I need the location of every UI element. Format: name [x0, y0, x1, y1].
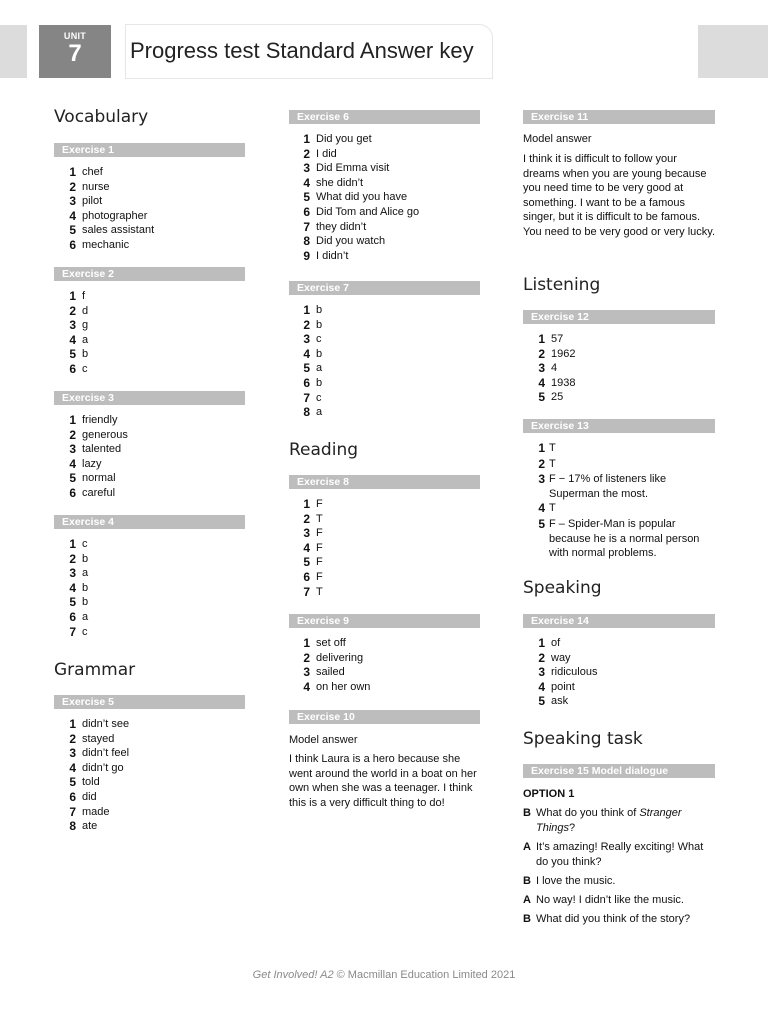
dialogue-line [523, 806, 713, 835]
answer-text: chef [82, 166, 103, 178]
answer-text: point [551, 680, 575, 693]
answer-item [62, 746, 130, 761]
answer-number: 1 [303, 497, 310, 511]
answer-item [296, 303, 323, 318]
answer-text: delivering [316, 651, 364, 664]
answer-number: 3 [538, 472, 545, 487]
answer-text: lazy [82, 457, 102, 470]
answer-number: 5 [69, 775, 76, 790]
answer-number: 3 [303, 665, 310, 680]
answer-number: 4 [69, 332, 76, 347]
answer-text: photographer [82, 209, 148, 222]
answer-text: a [82, 610, 89, 623]
answer-item [62, 303, 89, 319]
answer-item [296, 234, 386, 249]
answer-number: 5 [538, 390, 545, 405]
exercise-7-list [296, 303, 323, 420]
answer-number: 5 [69, 347, 76, 362]
answer-item [531, 441, 709, 457]
answer-text: b [82, 596, 89, 609]
answer-text: F – Spider-Man is popular because he is a normal person with normal problems. [549, 517, 700, 560]
answer-text: Did you watch [316, 235, 386, 248]
answer-number: 4 [303, 679, 310, 694]
answer-text: F [316, 570, 323, 583]
answer-text: did [82, 790, 97, 803]
unit-label: UNIT [63, 31, 87, 41]
answer-number: 7 [303, 219, 310, 234]
answer-number: 1 [69, 165, 76, 179]
answer-text: a [316, 406, 323, 419]
answer-item [296, 332, 322, 347]
speaker-label: A [523, 841, 531, 853]
answer-item [296, 219, 367, 235]
answer-item [296, 161, 390, 176]
answer-number: 5 [69, 595, 76, 610]
answer-number: 3 [69, 194, 76, 209]
answer-item [531, 650, 571, 666]
answer-text: stayed [82, 732, 115, 745]
answer-item [62, 413, 118, 428]
answer-item [531, 517, 709, 561]
answer-item [62, 789, 97, 805]
answer-number: 3 [69, 442, 76, 457]
exercise-13-list [531, 441, 709, 561]
section-listening: Listening [523, 275, 601, 295]
answer-number: 2 [69, 179, 76, 194]
answer-number: 6 [69, 237, 76, 252]
answer-number: 8 [303, 405, 310, 420]
answer-number: 6 [69, 485, 76, 500]
answer-text: 1962 [551, 347, 576, 360]
answer-text: friendly [82, 414, 118, 426]
section-grammar: Grammar [54, 660, 136, 680]
answer-item [296, 390, 322, 406]
answer-text: b [82, 552, 89, 565]
answer-item [531, 346, 576, 362]
answer-item [296, 665, 345, 680]
speaker-label: B [523, 913, 531, 925]
answer-number: 2 [303, 146, 310, 161]
answer-text: c [82, 362, 88, 375]
answer-item [62, 595, 89, 610]
answer-item [531, 501, 709, 517]
answer-item [62, 361, 88, 377]
answer-text: she didn’t [316, 176, 364, 189]
dialogue-text: It’s amazing! Really exciting! What do you think? [536, 841, 704, 868]
answer-text: F − 17% of listeners like Superman the most. [549, 473, 667, 500]
answer-item [62, 194, 103, 209]
answer-item [62, 760, 124, 776]
exercise-10-header: Exercise 10 [289, 710, 480, 724]
answer-number: 5 [303, 361, 310, 376]
answer-text: F [316, 556, 323, 569]
exercise-11-answer: I think it is difficult to follow your dreams when you are young because you need time to be very good at something. I want to be a famous singer, but it is difficult to be famous. You need to be very good or very lucky. [523, 153, 716, 238]
answer-number: 2 [303, 511, 310, 526]
exercise-14-list [531, 636, 598, 709]
exercise-1-header: Exercise 1 [54, 143, 245, 157]
exercise-11-header: Exercise 11 [523, 110, 715, 124]
answer-text: c [316, 333, 322, 346]
answer-item [62, 537, 88, 552]
answer-text: T [549, 457, 556, 470]
answer-number: 4 [69, 760, 76, 775]
answer-text: a [316, 362, 323, 375]
answer-number: 1 [69, 537, 76, 551]
answer-item [531, 679, 575, 695]
answer-item [62, 819, 98, 834]
answer-number: 4 [303, 175, 310, 190]
answer-text: b [82, 581, 89, 594]
answer-number: 3 [303, 526, 310, 541]
dialogue-text: What did you think of the story? [536, 913, 691, 925]
answer-text: sales assistant [82, 224, 155, 237]
answer-text: Did Emma visit [316, 162, 390, 175]
answer-text: T [316, 585, 323, 598]
answer-text: normal [82, 472, 116, 485]
answer-text: F [316, 541, 323, 554]
answer-item [62, 804, 110, 820]
answer-item [531, 665, 598, 680]
answer-text: F [316, 498, 323, 510]
answer-item [62, 318, 89, 333]
answer-text: way [551, 651, 571, 664]
answer-item [296, 569, 323, 585]
answer-number: 4 [538, 375, 545, 390]
answer-number: 5 [69, 471, 76, 486]
dialogue-line [523, 893, 713, 908]
answer-item [62, 717, 130, 732]
answer-item [62, 609, 89, 625]
exercise-5-header: Exercise 5 [54, 695, 245, 709]
exercise-8-header: Exercise 8 [289, 475, 480, 489]
answer-number: 1 [538, 332, 545, 346]
answer-item [296, 650, 364, 666]
answer-number: 2 [303, 650, 310, 665]
answer-text: 4 [551, 362, 558, 375]
answer-item [531, 694, 569, 709]
answer-number: 1 [303, 303, 310, 317]
answer-text: What did you have [316, 191, 408, 204]
exercise-5-list [62, 717, 130, 834]
answer-item [62, 347, 89, 362]
title-box [125, 24, 493, 79]
exercise-4-header: Exercise 4 [54, 515, 245, 529]
answer-text: b [82, 348, 89, 361]
answer-item [296, 511, 323, 527]
exercise-9-list [296, 636, 371, 694]
answer-item [296, 405, 323, 420]
answer-item [296, 584, 323, 600]
exercise-1-list [62, 165, 155, 253]
answer-item [296, 526, 323, 541]
exercise-14-header: Exercise 14 [523, 614, 715, 628]
answer-text: f [82, 290, 86, 302]
answer-number: 3 [69, 746, 76, 761]
dialogue-text: I love the music. [536, 875, 616, 887]
answer-item [296, 175, 364, 191]
answer-text: Did Tom and Alice go [316, 205, 420, 218]
answer-number: 1 [69, 413, 76, 427]
answer-text: I did [316, 147, 337, 160]
answer-item [62, 624, 88, 640]
answer-number: 5 [303, 555, 310, 570]
answer-number: 2 [69, 551, 76, 566]
answer-item [296, 540, 323, 556]
exercise-2-header: Exercise 2 [54, 267, 245, 281]
answer-number: 5 [538, 516, 545, 531]
answer-item [62, 775, 100, 790]
answer-number: 2 [538, 456, 545, 471]
answer-number: 5 [69, 223, 76, 238]
answer-text: they didn’t [316, 220, 367, 233]
answer-number: 4 [69, 456, 76, 471]
answer-number: 8 [69, 819, 76, 834]
answer-item [531, 361, 558, 376]
answer-number: 7 [69, 804, 76, 819]
unit-number: 7 [68, 40, 82, 67]
answer-text: ate [82, 820, 98, 833]
answer-text: b [316, 304, 323, 316]
answer-number: 8 [303, 234, 310, 249]
answer-number: 3 [538, 665, 545, 680]
speaker-label: B [523, 875, 531, 887]
answer-text: g [82, 319, 89, 332]
answer-number: 2 [538, 346, 545, 361]
answer-number: 6 [303, 569, 310, 584]
section-speaking-task: Speaking task [523, 729, 643, 749]
answer-number: 1 [303, 132, 310, 146]
answer-number: 6 [303, 375, 310, 390]
left-edge-tab [0, 25, 27, 78]
answer-text: talented [82, 443, 122, 456]
answer-text: generous [82, 428, 128, 441]
answer-number: 9 [303, 248, 310, 263]
answer-item [62, 208, 148, 224]
section-vocabulary: Vocabulary [54, 107, 149, 127]
answer-number: 4 [303, 540, 310, 555]
exercise-6-header: Exercise 6 [289, 110, 480, 124]
dialogue-title: Stranger Things [536, 807, 682, 834]
answer-text: b [316, 318, 323, 331]
answer-item [296, 555, 323, 570]
answer-number: 3 [303, 332, 310, 347]
answer-number: 4 [538, 679, 545, 694]
answer-item [296, 361, 323, 376]
answer-number: 1 [69, 717, 76, 731]
answer-text: c [82, 538, 88, 550]
answer-text: nurse [82, 180, 110, 193]
answer-item [296, 497, 323, 512]
exercise-12-header: Exercise 12 [523, 310, 715, 324]
exercise-6-list [296, 132, 420, 263]
answer-item [62, 442, 122, 457]
answer-text: I didn’t [316, 249, 349, 262]
answer-number: 6 [69, 609, 76, 624]
right-edge-tab [698, 25, 768, 78]
answer-text: c [82, 625, 88, 638]
answer-item [296, 375, 323, 391]
answer-item [62, 485, 116, 501]
answer-number: 2 [303, 317, 310, 332]
answer-number: 1 [538, 636, 545, 650]
answer-number: 6 [69, 361, 76, 376]
answer-number: 7 [69, 624, 76, 639]
dialogue-line [523, 874, 713, 889]
answer-item [62, 731, 115, 747]
answer-item [62, 289, 86, 304]
answer-text: d [82, 304, 89, 317]
answer-text: pilot [82, 195, 103, 208]
answer-text: c [316, 391, 322, 404]
answer-text: F [316, 527, 323, 540]
answer-number: 5 [538, 694, 545, 709]
speaker-label: B [523, 807, 531, 819]
dialogue-line [523, 912, 713, 927]
answer-item [531, 472, 709, 501]
exercise-2-list [62, 289, 89, 377]
answer-item [296, 346, 323, 362]
exercise-3-header: Exercise 3 [54, 391, 245, 405]
answer-number: 4 [69, 580, 76, 595]
exercise-9-header: Exercise 9 [289, 614, 480, 628]
answer-number: 2 [538, 650, 545, 665]
answer-text: b [316, 376, 323, 389]
answer-item [531, 636, 561, 651]
answer-item [62, 580, 89, 596]
answer-text: T [549, 502, 556, 515]
section-speaking: Speaking [523, 578, 602, 598]
answer-text: a [82, 333, 89, 346]
answer-item [531, 390, 564, 405]
answer-text: ask [551, 695, 569, 708]
answer-item [531, 457, 709, 473]
answer-item [62, 551, 89, 567]
exercise-8-list [296, 497, 323, 599]
answer-number: 7 [303, 390, 310, 405]
answer-item [62, 471, 116, 486]
exercise-15-header: Exercise 15 Model dialogue [523, 764, 715, 778]
answer-text: didn’t feel [82, 747, 130, 760]
answer-text: didn’t see [82, 718, 130, 730]
answer-item [296, 248, 349, 264]
answer-number: 3 [69, 318, 76, 333]
answer-text: told [82, 776, 100, 789]
answer-number: 6 [303, 204, 310, 219]
answer-number: 1 [303, 636, 310, 650]
unit-badge [39, 25, 111, 78]
answer-item [62, 456, 102, 472]
footer-copyright: © Macmillan Education Limited 2021 [333, 969, 516, 981]
option-label: OPTION 1 [523, 788, 575, 800]
footer [0, 969, 768, 981]
answer-number: 2 [69, 427, 76, 442]
answer-text: sailed [316, 666, 345, 679]
answer-text: T [316, 512, 323, 525]
speaker-label: A [523, 894, 531, 906]
answer-item [531, 332, 564, 347]
answer-text: T [549, 442, 556, 454]
answer-number: 2 [69, 303, 76, 318]
answer-number: 1 [69, 289, 76, 303]
answer-text: mechanic [82, 238, 130, 251]
answer-text: a [82, 567, 89, 580]
answer-text: 25 [551, 391, 564, 404]
answer-item [62, 165, 103, 180]
exercise-12-list [531, 332, 576, 405]
answer-text: didn’t go [82, 761, 124, 774]
exercise-10-label: Model answer [289, 734, 358, 746]
answer-item [296, 679, 371, 695]
answer-item [62, 223, 155, 238]
exercise-10-answer: I think Laura is a hero because she went around the world in a boat on her own when she was a teenager. I think this is a very difficult thing to do! [289, 753, 477, 809]
answer-item [62, 237, 130, 253]
dialogue-line [523, 840, 713, 869]
dialogue-text-end: ? [569, 821, 576, 834]
answer-item [62, 179, 110, 195]
section-reading: Reading [289, 440, 359, 460]
answer-text: set off [316, 637, 346, 649]
footer-book: Get Involved! A2 [252, 969, 334, 981]
answer-item [296, 204, 420, 220]
answer-text: 1938 [551, 376, 576, 389]
exercise-11-label: Model answer [523, 133, 592, 145]
answer-number: 3 [538, 361, 545, 376]
answer-text: of [551, 637, 561, 649]
answer-number: 2 [69, 731, 76, 746]
answer-number: 5 [303, 190, 310, 205]
answer-text: ridiculous [551, 666, 598, 679]
answer-number: 3 [303, 161, 310, 176]
answer-number: 4 [303, 346, 310, 361]
answer-item [62, 427, 128, 443]
answer-item [62, 566, 89, 581]
answer-number: 4 [538, 501, 545, 516]
answer-text: Did you get [316, 133, 372, 145]
page-title: Progress test Standard Answer key [130, 38, 474, 63]
dialogue-text: What do you think of [536, 807, 640, 819]
answer-item [296, 190, 408, 205]
exercise-3-list [62, 413, 128, 501]
answer-text: b [316, 347, 323, 360]
answer-number: 4 [69, 208, 76, 223]
answer-item [62, 332, 89, 348]
answer-number: 3 [69, 566, 76, 581]
answer-item [296, 132, 372, 147]
answer-item [296, 636, 346, 651]
answer-text: on her own [316, 680, 371, 693]
answer-text: careful [82, 486, 116, 499]
answer-number: 6 [69, 789, 76, 804]
answer-item [531, 375, 576, 391]
dialogue-text: No way! I didn’t like the music. [536, 894, 684, 906]
answer-item [296, 146, 337, 162]
answer-item [296, 317, 323, 333]
answer-text: made [82, 805, 110, 818]
exercise-4-list [62, 537, 89, 639]
answer-number: 1 [538, 441, 545, 455]
exercise-7-header: Exercise 7 [289, 281, 480, 295]
exercise-13-header: Exercise 13 [523, 419, 715, 433]
answer-number: 7 [303, 584, 310, 599]
answer-text: 57 [551, 333, 564, 345]
